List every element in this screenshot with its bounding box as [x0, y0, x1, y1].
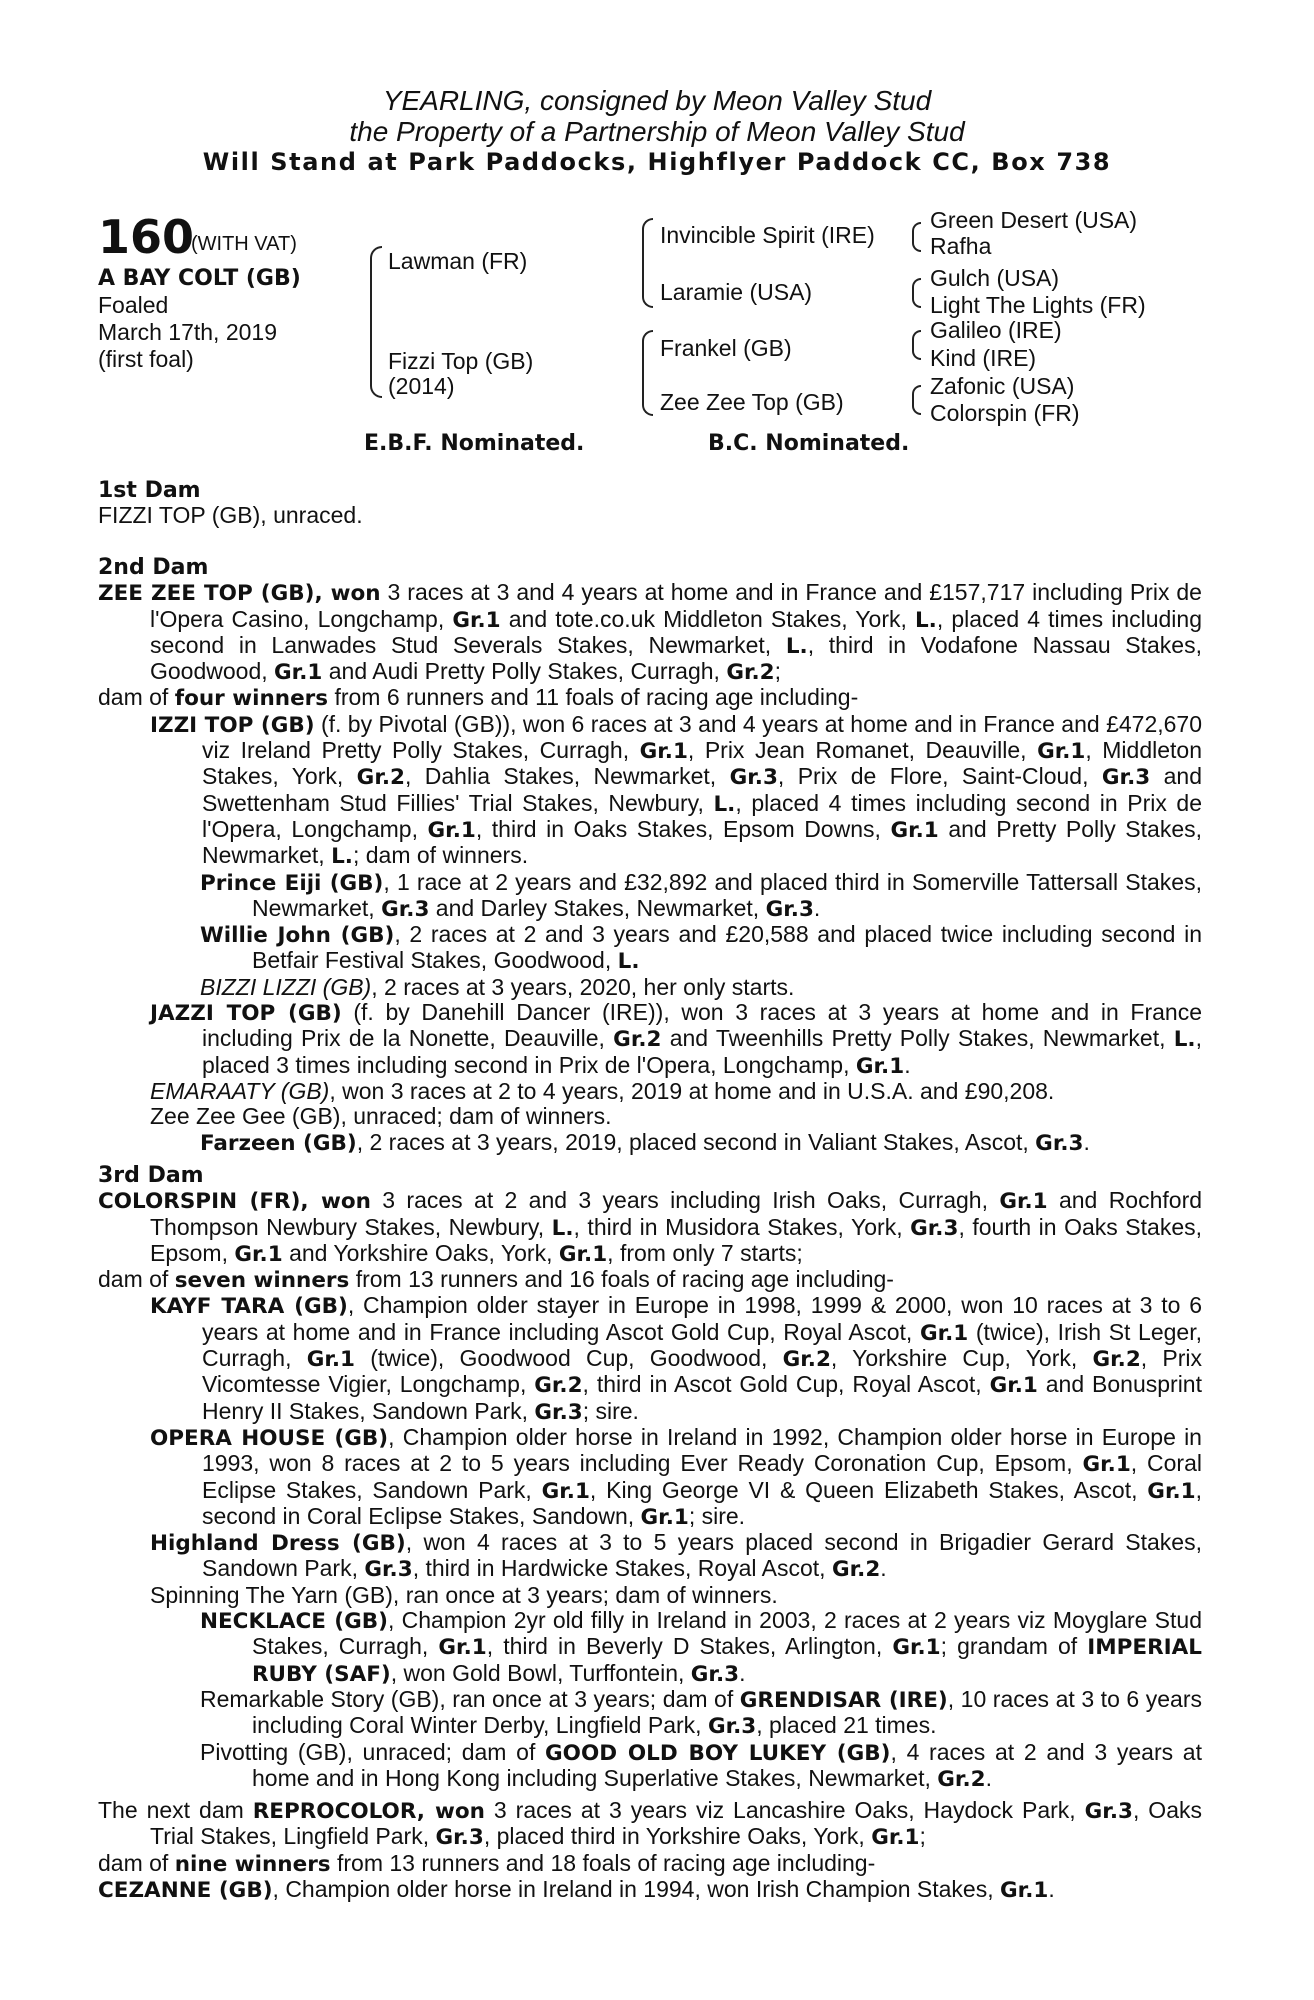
brace-g1b [912, 236, 921, 252]
lot-number: 160 [98, 210, 195, 264]
brace-ds [642, 330, 653, 374]
produce-kayf-tara: KAYF TARA (GB), Champion older stayer in Europe in 1998, 1999 & 2000, won 10 races at 3 to 6 years at home and in France including Ascot Gold Cup, Royal Ascot, Gr.1 (twice), Irish St Leger, Curragh, Gr.1 (twice), Goodwood Cup, Goodwood, Gr.2, Yorkshire Cup, York, Gr.2, Prix Vicomtesse Vigier, Longchamp, Gr.2, third in Ascot Gold Cup, Royal Ascot, Gr.1 and Bonusprint Henry II Stakes, Sandown Park, Gr.3; sire. [150, 1292, 1202, 1425]
third-dam-produce: dam of seven winners from 13 runners and 16 foals of racing age including- [98, 1266, 894, 1294]
next-dam-produce: dam of nine winners from 13 runners and 18 foals of racing age including- [98, 1849, 876, 1877]
produce-willie-john: Willie John (GB), 2 races at 2 and 3 years and £20,588 and placed twice including second in Betfair Festival Stakes, Goodwood, L. [200, 921, 1202, 975]
brace-dam [370, 332, 382, 398]
sire-sire: Invincible Spirit (IRE) [660, 222, 875, 248]
foaled-label: Foaled [98, 292, 169, 318]
first-dam-text: FIZZI TOP (GB), unraced. [98, 502, 363, 529]
produce-prince-eiji: Prince Eiji (GB), 1 race at 2 years and £32,892 and placed third in Somerville Tattersall Stakes, Newmarket, Gr.3 and Darley Stakes, Newmarket, Gr.3. [200, 868, 1202, 922]
header-line-3: Will Stand at Park Paddocks, Highflyer Paddock CC, Box 738 [202, 148, 1112, 176]
produce-pivotting: Pivotting (GB), unraced; dam of GOOD OLD BOY LUKEY (GB), 4 races at 2 and 3 years at home and in Hong Kong including Superlative Stakes, Newmarket, Gr.2. [200, 1738, 1202, 1792]
sire-dam: Laramie (USA) [660, 279, 813, 305]
next-dam-para: The next dam REPROCOLOR, won 3 races at 3 years viz Lancashire Oaks, Haydock Park, Gr.3, Oaks Trial Stakes, Lingfield Park, Gr.3, placed third in Yorkshire Oaks, York, Gr.1; [98, 1797, 1202, 1851]
second-dam-produce: dam of four winners from 6 runners and 11 foals of racing age including- [98, 684, 859, 712]
produce-highland-dress: Highland Dress (GB), won 4 races at 3 to 5 years placed second in Brigadier Gerard Stakes, Sandown Park, Gr.3, third in Hardwicke Stakes, Royal Ascot, Gr.2. [150, 1529, 1202, 1583]
gg-3: Gulch (USA) [930, 265, 1060, 291]
brace-g2b [912, 292, 921, 308]
produce-zee-zee-gee: Zee Zee Gee (GB), unraced; dam of winners. [150, 1103, 612, 1130]
produce-bizzi-lizzi: BIZZI LIZZI (GB), 2 races at 3 years, 2020, her only starts. [200, 973, 795, 1000]
brace-sd [642, 262, 653, 308]
lot-title: A BAY COLT (GB) [98, 266, 301, 291]
foal-note: (first foal) [98, 346, 194, 372]
produce-remarkable-story: Remarkable Story (GB), ran once at 3 years; dam of GRENDISAR (IRE), 10 races at 3 to 6 years including Coral Winter Derby, Lingfield Park, Gr.3, placed 21 times. [200, 1685, 1202, 1740]
brace-g3b [912, 344, 921, 360]
produce-jazzi-top: JAZZI TOP (GB) (f. by Danehill Dancer (IRE)), won 3 races at 3 years at home and in France including Prix de la Nonette, Deauville, Gr.2 and Tweenhills Pretty Polly Stakes, Newmarket, L., placed 3 times including second in Prix de l'Opera, Longchamp, Gr.1. [150, 999, 1202, 1079]
second-dam-para: ZEE ZEE TOP (GB), won 3 races at 3 and 4 years at home and in France and £157,717 including Prix de l'Opera Casino, Longchamp, Gr.1 and tote.co.uk Middleton Stakes, York, L., placed 4 times including second in Lanwades Stud Severals Stakes, Newmarket, L., third in Vodafone Nassau Stakes, Goodwood, Gr.1 and Audi Pretty Polly Stakes, Curragh, Gr.2; [98, 579, 1202, 686]
next-dam-section [98, 1798, 1202, 1903]
dam-year: (2014) [388, 373, 455, 399]
gg-2: Rafha [930, 233, 992, 259]
first-dam-section [98, 478, 1202, 529]
gg-7: Zafonic (USA) [930, 373, 1075, 399]
dam: Fizzi Top (GB) [388, 348, 534, 374]
produce-farzeen: Farzeen (GB), 2 races at 3 years, 2019, placed second in Valiant Stakes, Ascot, Gr.3. [200, 1128, 1090, 1156]
produce-cezanne: CEZANNE (GB), Champion older horse in Ireland in 1994, won Irish Champion Stakes, Gr.1. [98, 1875, 1055, 1903]
ebf-nominated: E.B.F. Nominated. [364, 431, 585, 456]
second-dam-heading: 2nd Dam [98, 555, 209, 580]
produce-emaraaty: EMARAATY (GB), won 3 races at 2 to 4 years, 2019 at home and in U.S.A. and £90,208. [150, 1077, 1055, 1104]
dam-sire: Frankel (GB) [660, 335, 792, 361]
vat-note: (WITH VAT) [191, 233, 297, 255]
second-dam-section [98, 555, 1202, 1156]
header-line-1: YEARLING, consigned by Meon Valley Stud [382, 85, 932, 116]
brace-g4b [912, 399, 921, 415]
gg-8: Colorspin (FR) [930, 400, 1080, 426]
gg-4: Light The Lights (FR) [930, 292, 1146, 318]
gg-5: Galileo (IRE) [930, 317, 1062, 343]
gg-1: Green Desert (USA) [930, 207, 1138, 233]
brace-dd [642, 372, 653, 416]
sire: Lawman (FR) [388, 248, 528, 274]
third-dam-section [98, 1163, 1202, 1792]
third-dam-para: COLORSPIN (FR), won 3 races at 2 and 3 years including Irish Oaks, Curragh, Gr.1 and Rochford Thompson Newbury Stakes, Newbury, L., third in Musidora Stakes, York, Gr.3, fourth in Oaks Stakes, Epsom, Gr.1 and Yorkshire Oaks, York, Gr.1, from only 7 starts; [98, 1187, 1203, 1267]
produce-necklace: NECKLACE (GB), Champion 2yr old filly in Ireland in 2003, 2 races at 2 years viz Moyglare Stud Stakes, Curragh, Gr.1, third in Beverly D Stakes, Arlington, Gr.1; grandam of IMPERIAL RUBY (SAF), won Gold Bowl, Turffontein, Gr.3. [200, 1607, 1202, 1687]
brace-ss [642, 218, 653, 264]
first-dam-heading: 1st Dam [98, 478, 201, 503]
produce-opera-house: OPERA HOUSE (GB), Champion older horse in Ireland in 1992, Champion older horse in Europe in 1993, won 8 races at 2 to 5 years including Ever Ready Coronation Cup, Epsom, Gr.1, Coral Eclipse Stakes, Sandown Park, Gr.1, King George VI & Queen Elizabeth Stakes, Ascot, Gr.1, second in Coral Eclipse Stakes, Sandown, Gr.1; sire. [150, 1423, 1202, 1530]
header-line-2: the Property of a Partnership of Meon Valley Stud [349, 116, 965, 147]
produce-izzi-top: IZZI TOP (GB) (f. by Pivotal (GB)), won 6 races at 3 and 4 years at home and in France and £472,670 viz Ireland Pretty Polly Stakes, Curragh, Gr.1, Prix Jean Romanet, Deauville, Gr.1, Middleton Stakes, York, Gr.2, Dahlia Stakes, Newmarket, Gr.3, Prix de Flore, Saint-Cloud, Gr.3 and Swettenham Stud Fillies' Trial Stakes, Newbury, L., placed 4 times including second in Prix de l'Opera, Longchamp, Gr.1, third in Oaks Stakes, Epsom Downs, Gr.1 and Pretty Polly Stakes, Newmarket, L.; dam of winners. [150, 710, 1203, 870]
bc-nominated: B.C. Nominated. [708, 431, 910, 456]
gg-6: Kind (IRE) [930, 345, 1037, 371]
dam-dam: Zee Zee Top (GB) [660, 389, 844, 415]
brace-sire [370, 246, 382, 334]
foaled-date: March 17th, 2019 [98, 319, 278, 345]
third-dam-heading: 3rd Dam [98, 1163, 204, 1188]
produce-spinning-the-yarn: Spinning The Yarn (GB), ran once at 3 years; dam of winners. [150, 1581, 778, 1608]
